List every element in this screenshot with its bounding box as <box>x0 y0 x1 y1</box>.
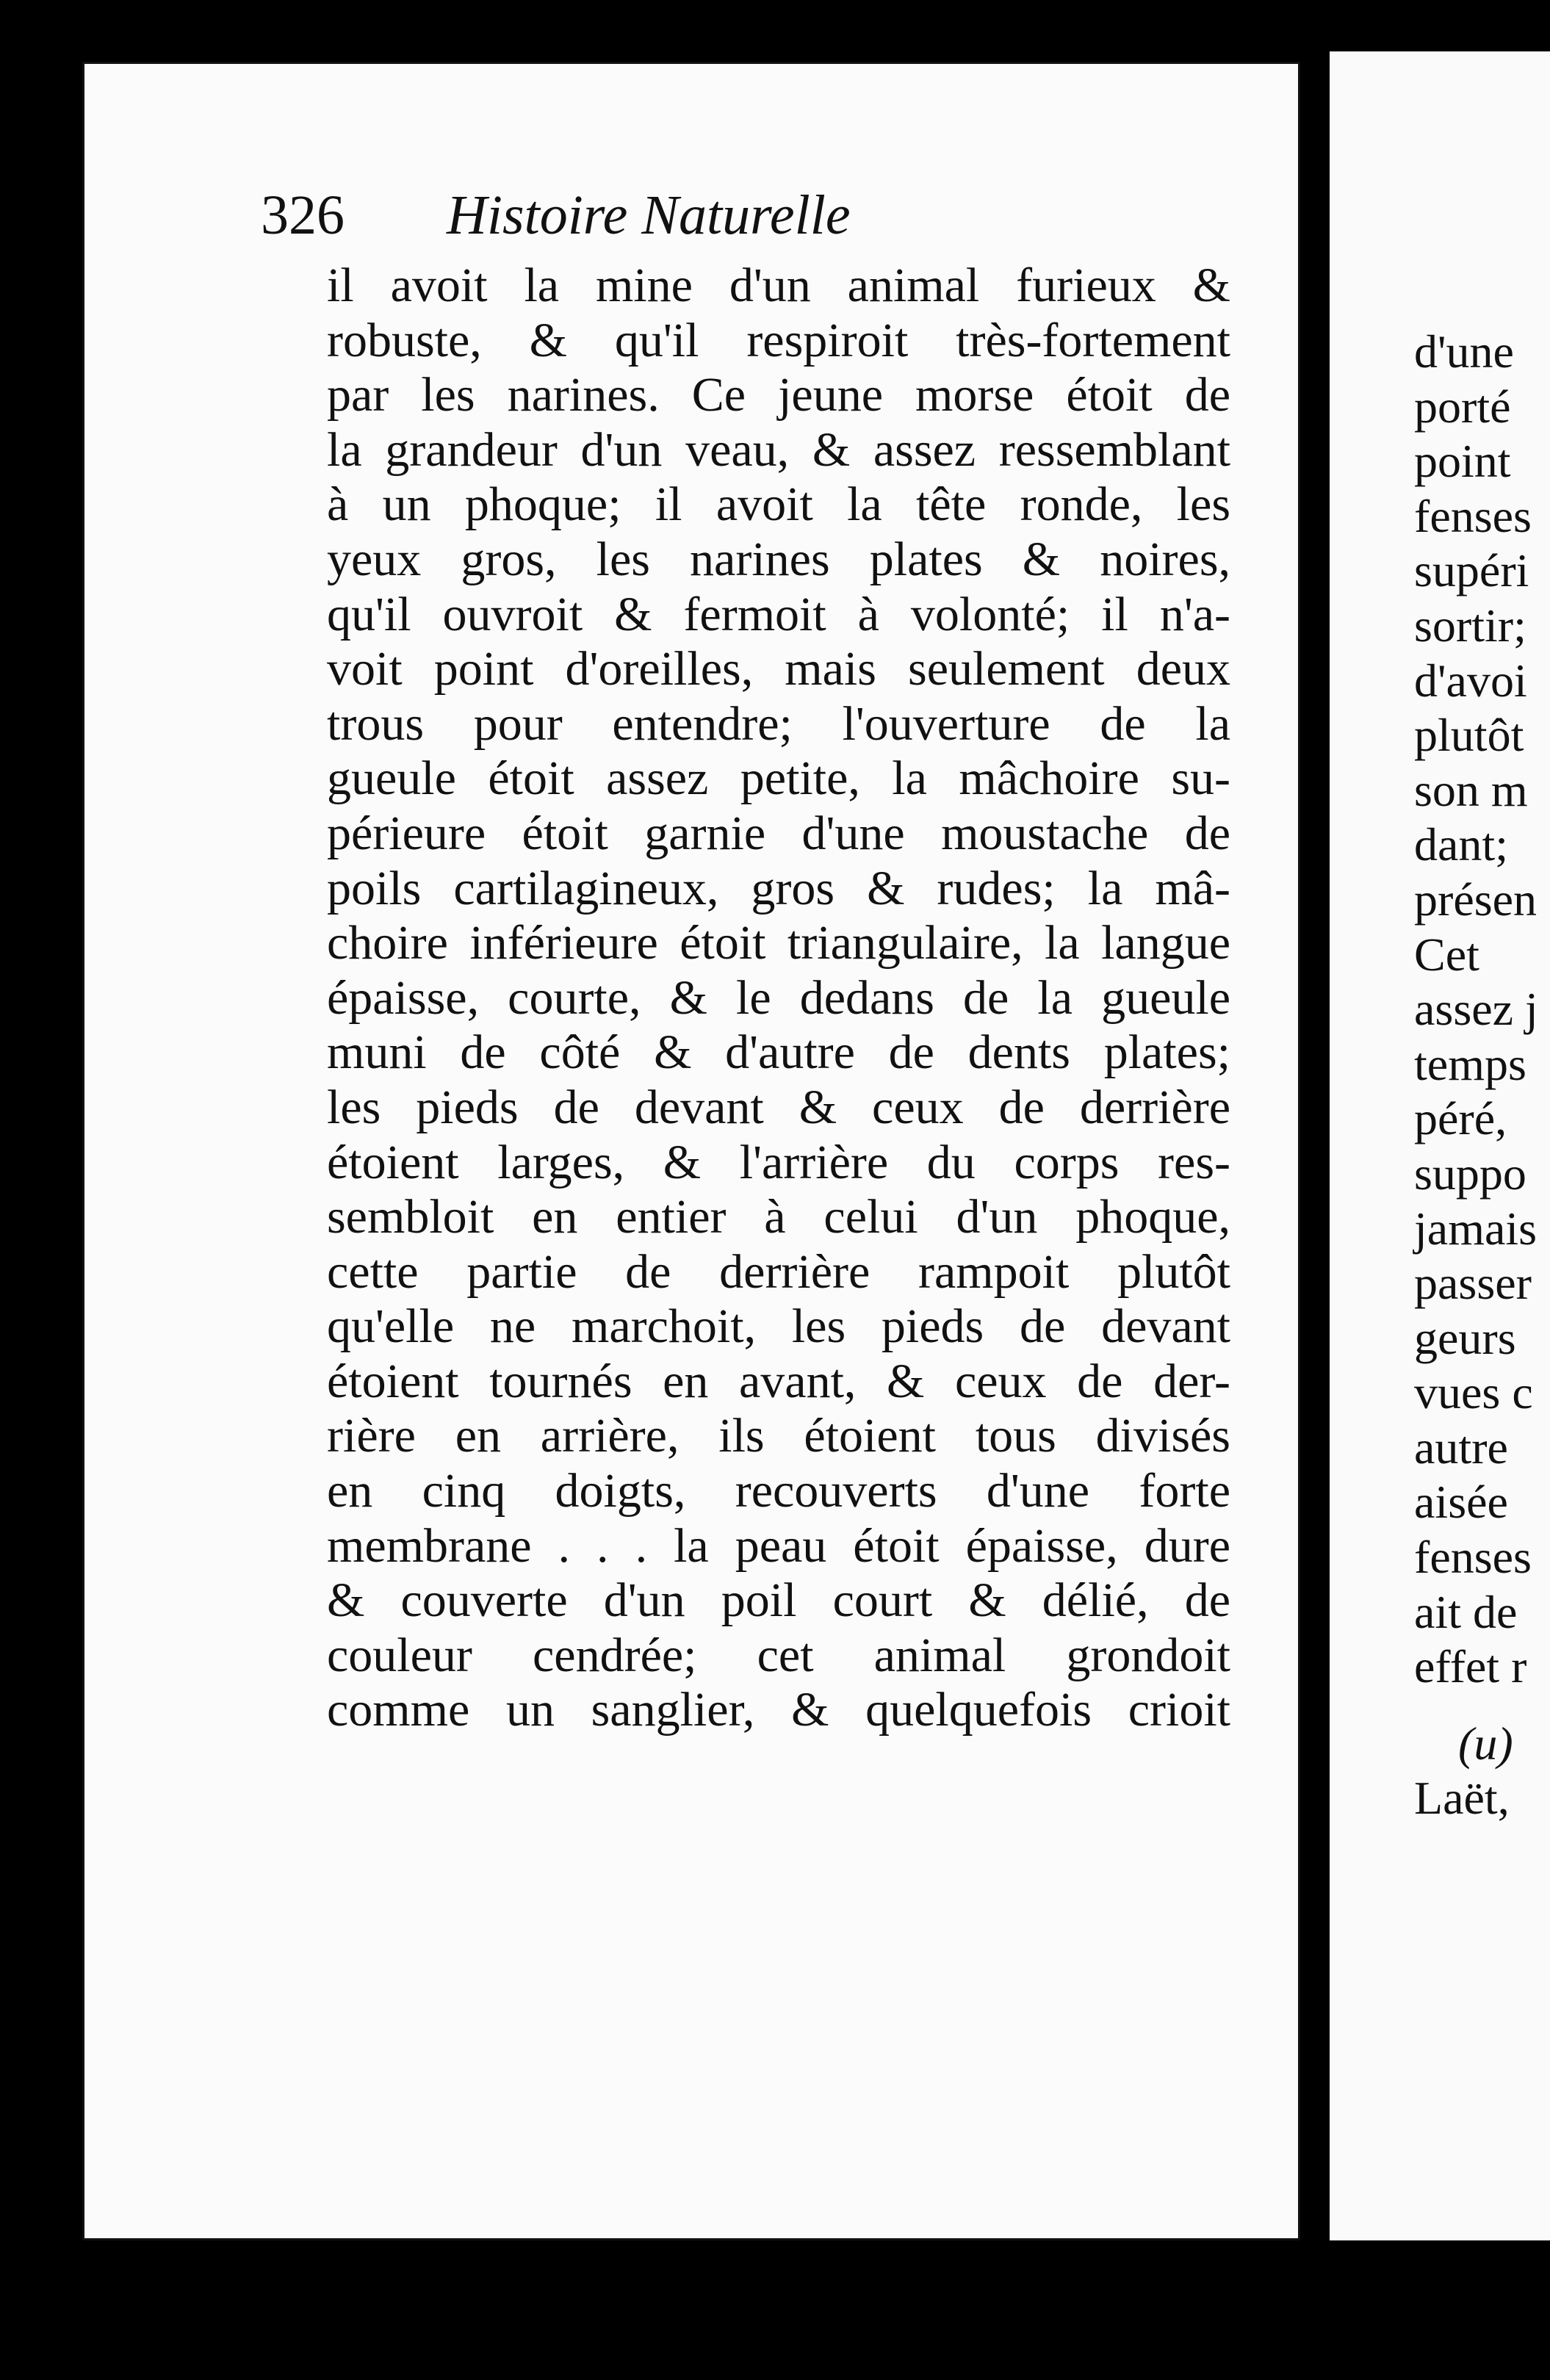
text-line: porté <box>1414 380 1511 433</box>
text-line: étoient tournés en avant, & ceux de der- <box>327 1354 1230 1408</box>
right-page <box>1330 51 1550 2240</box>
text-line: couleur cendrée; cet animal grondoit <box>327 1628 1230 1682</box>
text-line: robuste, & qu'il respiroit très-fortement <box>327 313 1230 367</box>
right-page-text <box>1414 325 1538 1826</box>
text-line: passer <box>1414 1257 1532 1310</box>
text-line: péré, <box>1414 1092 1507 1145</box>
text-line: sortir; <box>1414 599 1526 652</box>
text-line: la grandeur d'un veau, & assez ressemblant <box>327 422 1230 477</box>
text-line: muni de côté & d'autre de dents plates; <box>327 1025 1230 1080</box>
text-line: à un phoque; il avoit la tête ronde, les <box>327 477 1230 532</box>
text-line: les pieds de devant & ceux de derrière <box>327 1080 1230 1134</box>
running-head: Histoire Naturelle <box>447 184 851 246</box>
text-line: dant; <box>1414 818 1508 871</box>
text-line: étoient larges, & l'arrière du corps res- <box>327 1135 1230 1189</box>
body-text <box>327 259 1230 1738</box>
footnote <box>1414 1717 1538 1826</box>
text-line: sembloit en entier à celui d'un phoque, <box>327 1190 1230 1244</box>
text-line: périeure étoit garnie d'une moustache de <box>327 806 1230 860</box>
text-line: yeux gros, les narines plates & noires, <box>327 532 1230 586</box>
text-line: par les narines. Ce jeune morse étoit de <box>327 368 1230 422</box>
text-line: rière en arrière, ils étoient tous divisés <box>327 1409 1230 1463</box>
text-line: aisée <box>1414 1476 1508 1529</box>
footnote-text: Laët, <box>1414 1772 1510 1825</box>
text-line: présen <box>1414 873 1538 926</box>
text-line: assez j <box>1414 983 1538 1036</box>
text-line: plutôt <box>1414 709 1524 762</box>
text-line: point <box>1414 435 1511 488</box>
text-line: épaisse, courte, & le dedans de la gueule <box>327 970 1230 1025</box>
text-line: jamais <box>1414 1202 1538 1255</box>
text-line: en cinq doigts, recouverts d'une forte <box>327 1464 1230 1518</box>
text-line: d'une <box>1414 325 1514 378</box>
text-line: trous pour entendre; l'ouverture de la <box>327 696 1230 751</box>
text-line: Cet <box>1414 928 1479 981</box>
footnote-marker: (u) <box>1458 1717 1513 1770</box>
text-line: comme un sanglier, & quelquefois crioit <box>327 1683 1230 1737</box>
text-line: effet r <box>1414 1640 1527 1693</box>
text-line: & couverte d'un poil court & délié, de <box>327 1573 1230 1628</box>
page-header <box>261 184 851 248</box>
text-line: voit point d'oreilles, mais seulement deux <box>327 642 1230 696</box>
text-line: vues c <box>1414 1366 1533 1419</box>
text-line: membrane . . . la peau étoit épaisse, dure <box>327 1518 1230 1573</box>
text-line: il avoit la mine d'un animal furieux & <box>327 259 1230 312</box>
text-line: d'avoi <box>1414 654 1527 707</box>
text-line: gueule étoit assez petite, la mâchoire su- <box>327 751 1230 806</box>
text-line: suppo <box>1414 1147 1526 1200</box>
text-line: supéri <box>1414 544 1529 597</box>
text-line: fenses <box>1414 1531 1532 1584</box>
text-line: poils cartilagineux, gros & rudes; la mâ- <box>327 861 1230 915</box>
text-line: son m <box>1414 763 1528 816</box>
text-line: ait de <box>1414 1585 1518 1638</box>
text-line: cette partie de derrière rampoit plutôt <box>327 1244 1230 1299</box>
text-line: autre <box>1414 1421 1508 1474</box>
text-line: geurs <box>1414 1311 1516 1364</box>
text-line: qu'il ouvroit & fermoit à volonté; il n'a- <box>327 587 1230 641</box>
page-number: 326 <box>261 184 345 246</box>
text-line: fenses <box>1414 489 1532 542</box>
text-line: qu'elle ne marchoit, les pieds de devant <box>327 1299 1230 1354</box>
text-line: choire inférieure étoit triangulaire, la langue <box>327 916 1230 970</box>
text-line: temps <box>1414 1037 1526 1090</box>
